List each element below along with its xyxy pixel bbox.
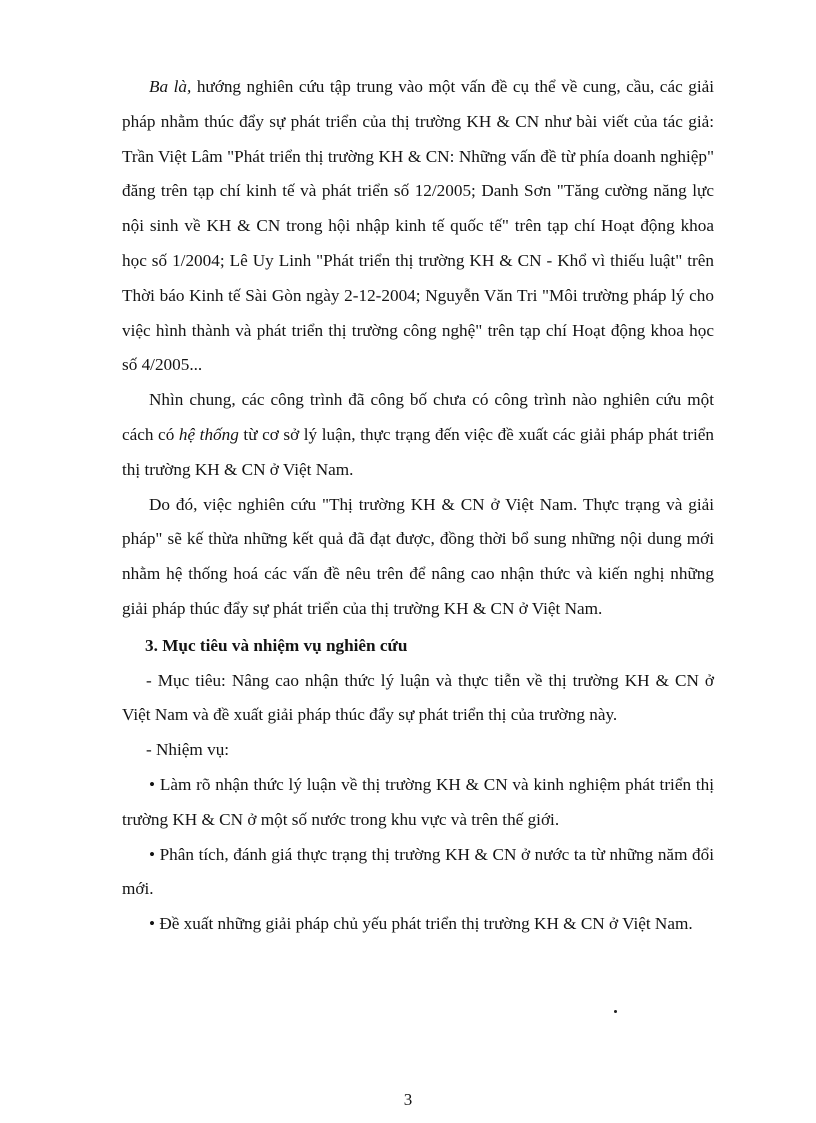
paragraph-emphasis: hệ thống <box>178 424 239 444</box>
task-item: • Làm rõ nhận thức lý luận về thị trường KH & CN và kinh nghiệm phát triển thị trường KH & CN ở một số nước trong khu vực và trên thế giới. <box>122 774 714 829</box>
objective-paragraph: - Mục tiêu: Nâng cao nhận thức lý luận và thực tiễn về thị trường KH & CN ở Việt Nam và đề xuất giải pháp thúc đẩy sự phát triển thị của trường này. <box>122 670 714 725</box>
paragraph-text-before: Nhìn chung, các công trình đã công bố chưa có công trình nào nghiên cứu một cách có <box>122 390 714 444</box>
paragraph-text: hướng nghiên cứu tập trung vào một vấn đề cụ thể về cung, cầu, các giải pháp nhằm thúc đẩy sự phát triển của thị trường KH & CN như bài viết của tác giả: Trần Việt Lâm "Phát triển thị trường KH & CN: Những vấn đề từ phía doanh nghiệp" đăng trên tạp chí kinh tế và phát triển số 12/2005; Danh Sơn "Tăng cường năng lực nội sinh về KH & CN trong hội nhập kinh tế quốc tế" trên tạp chí Hoạt động khoa học số 1/2004; Lê Uy Linh "Phát triển thị trường KH & CN - Khổ vì thiếu luật" trên Thời báo Kinh tế Sài Gòn ngày 2-12-2004; Nguyễn Văn Tri "Môi trường pháp lý cho việc hình thành và phát triển thị trường công nghệ" trên tạp chí Hoạt động khoa học số 4/2005... <box>122 77 714 375</box>
paragraph-lead: Ba là, <box>149 77 192 96</box>
task-item: • Phân tích, đánh giá thực trạng thị trường KH & CN ở nước ta từ những năm đổi mới. <box>122 844 714 899</box>
page-number: 3 <box>403 1090 413 1109</box>
scan-speck <box>614 1010 617 1013</box>
paragraph-research-direction-three <box>122 70 714 383</box>
document-body <box>122 70 714 942</box>
paragraph-text-after: từ cơ sở lý luận, thực trạng đến việc đề xuất các giải pháp phát triển thị trường KH & CN ở Việt Nam. <box>122 424 715 479</box>
task-item: • Đề xuất những giải pháp chủ yếu phát triển thị trường KH & CN ở Việt Nam. <box>149 914 693 934</box>
paragraph-conclusion: Do đó, việc nghiên cứu "Thị trường KH & CN ở Việt Nam. Thực trạng và giải pháp" sẽ kế thừa những kết quả đã đạt được, đồng thời bổ sung những nội dung mới nhằm hệ thống hoá các vấn đề nêu trên để nâng cao nhận thức và kiến nghị những giải pháp thúc đẩy sự phát triển của thị trường KH & CN ở Việt Nam. <box>122 494 714 618</box>
paragraph-summary <box>122 383 714 487</box>
tasks-label: - Nhiệm vụ: <box>146 740 230 760</box>
section-heading: 3. Mục tiêu và nhiệm vụ nghiên cứu <box>145 635 408 655</box>
